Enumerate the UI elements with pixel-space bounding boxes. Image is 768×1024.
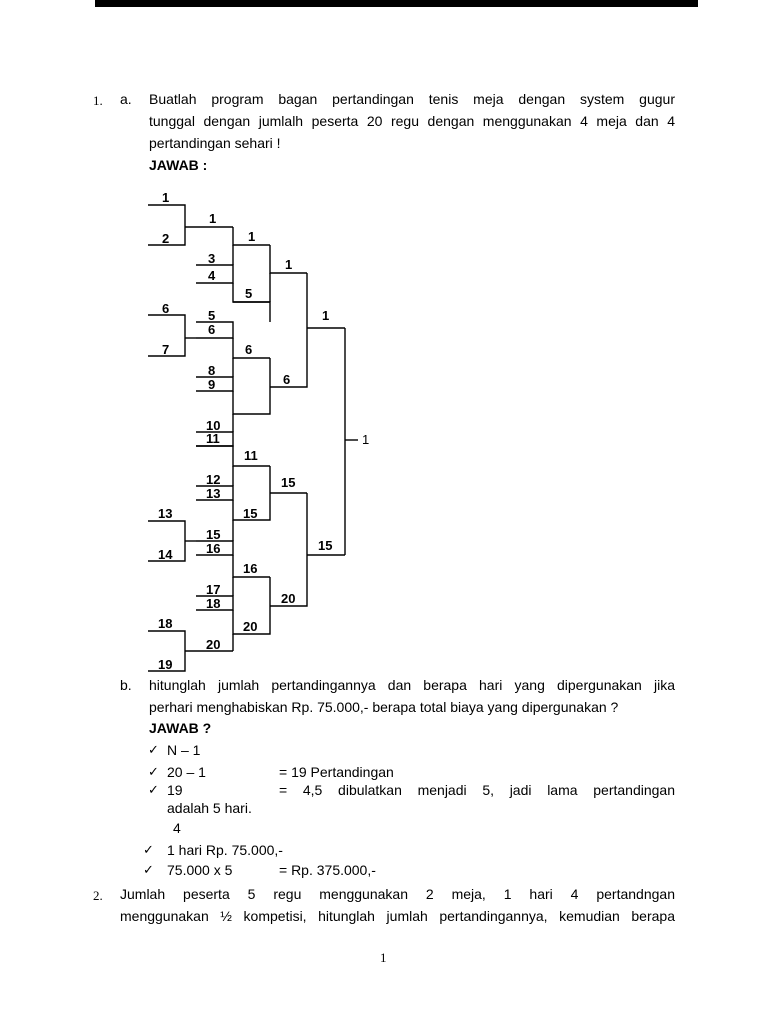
q2-line-1: Jumlah peserta 5 regu menggunakan 2 meja, 1 hari 4 pertandngan (120, 886, 675, 902)
q2-line-2: menggunakan ½ kompetisi, hitunglah jumlah pertandingannya, kemudian berapa (120, 908, 675, 924)
bracket-winner: 16 (243, 561, 258, 576)
calc-matches-result: = 19 Pertandingan (279, 764, 394, 780)
bracket-entry: 1 (162, 190, 170, 205)
bracket-winner: 15 (243, 506, 258, 521)
page-number: 1 (380, 950, 387, 965)
bracket-entry: 4 (208, 268, 216, 283)
check-mark-icon: ✓ (148, 765, 159, 780)
bracket-winner: 15 (281, 475, 296, 490)
bracket-winner: 20 (281, 591, 296, 606)
bracket-winner: 6 (283, 372, 291, 387)
bracket-lines (148, 205, 358, 671)
calc-subtraction: 20 – 1 (167, 764, 206, 780)
bracket-champion: 1 (362, 432, 370, 447)
bracket-entry: 13 (158, 506, 173, 521)
calc-days-continued: adalah 5 hari. (167, 800, 252, 816)
bracket-entry: 16 (206, 541, 221, 556)
bracket-entry: 7 (162, 342, 170, 357)
q1-b-label: b. (120, 677, 132, 693)
bracket-entry: 9 (208, 377, 216, 392)
bracket-winner: 1 (322, 308, 330, 323)
bracket-winner: 1 (248, 229, 256, 244)
q2-number: 2. (93, 888, 103, 903)
q1-b-line-2: perhari menghabiskan Rp. 75.000,- berapa total biaya yang dipergunakan ? (149, 699, 619, 715)
bracket-winner: 20 (206, 637, 221, 652)
bracket-entry: 12 (206, 472, 221, 487)
bracket-entry: 6 (208, 322, 216, 337)
q1-a-line-1: Buatlah program bagan pertandingan tenis meja dengan system gugur (149, 91, 675, 107)
bracket-entry: 11 (206, 431, 220, 446)
q1-number: 1. (93, 93, 103, 108)
bracket-winner: 11 (244, 448, 258, 463)
calc-days-result: = 4,5 dibulatkan menjadi 5, jadi lama pertandingan (279, 782, 675, 798)
bracket-entry: 19 (158, 657, 173, 672)
calc-days-denominator: 4 (173, 820, 181, 836)
bracket-entry: 18 (158, 616, 173, 631)
bracket-entry: 10 (206, 418, 221, 433)
bracket-winner: 1 (285, 257, 293, 272)
calc-total-result: = Rp. 375.000,- (279, 862, 376, 878)
bracket-winner: 15 (318, 538, 333, 553)
bracket-entry: 17 (206, 582, 221, 597)
calc-total-multiplication: 75.000 x 5 (167, 862, 233, 878)
check-mark-icon: ✓ (143, 843, 154, 858)
q1-a-line-3: pertandingan sehari ! (149, 135, 281, 151)
bracket-winner: 1 (209, 211, 217, 226)
check-mark-icon: ✓ (148, 743, 159, 758)
bracket-entry: 13 (206, 486, 221, 501)
bracket-entry: 2 (162, 231, 170, 246)
bracket-winner: 6 (245, 342, 253, 357)
bracket-entry: 14 (158, 547, 173, 562)
bracket-entry: 18 (206, 596, 221, 611)
q1-answer-label: JAWAB : (149, 157, 208, 173)
bracket-winner: 20 (243, 619, 258, 634)
q1-b-answer-label: JAWAB ? (149, 720, 212, 736)
check-mark-icon: ✓ (148, 783, 159, 798)
bracket-entry: 5 (208, 308, 216, 323)
bracket-entry: 3 (208, 251, 216, 266)
q1-a-label: a. (120, 91, 132, 107)
calc-formula: N – 1 (167, 742, 201, 758)
bracket-entry: 8 (208, 363, 216, 378)
check-mark-icon: ✓ (143, 863, 154, 878)
q1-a-line-2: tunggal dengan jumlalh peserta 20 regu dengan menggunakan 4 meja dan 4 (149, 113, 675, 129)
calc-days-numerator: 19 (167, 782, 183, 798)
q1-b-line-1: hitunglah jumlah pertandingannya dan berapa hari yang dipergunakan jika (149, 677, 675, 693)
bracket-entry: 15 (206, 527, 221, 542)
calc-cost-per-day: 1 hari Rp. 75.000,- (167, 842, 283, 858)
bracket-winner: 5 (245, 286, 253, 301)
bracket-entry: 6 (162, 301, 170, 316)
